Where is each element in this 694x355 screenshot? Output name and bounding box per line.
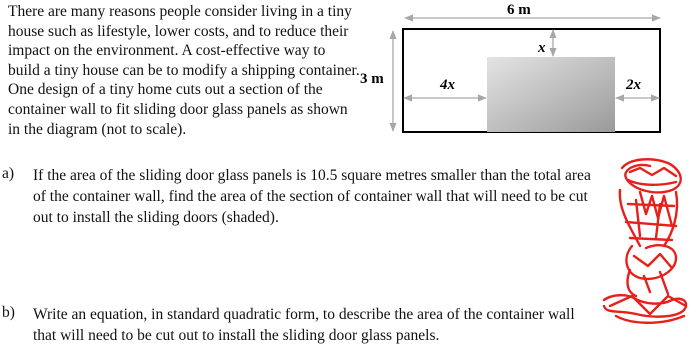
right-label: 2x <box>626 77 641 93</box>
height-label: 3 m <box>360 71 384 87</box>
intro-paragraph: There are many reasons people consider living in a tiny house such as lifestyle, lower costs, and to reduce their impact on the environment. A cost-effective way to build a tiny house can be to modify a shipping container. One design of a tiny home cuts out a section of the container wall to fit sliding door glass panels as shown in the diagram (not to scale). <box>8 3 360 138</box>
top-label: x <box>538 40 546 56</box>
question-a-label: a) <box>2 165 15 182</box>
width-label: 6 m <box>507 2 531 18</box>
door-cutout-shaded <box>487 57 615 132</box>
question-b-text: Write an equation, in standard quadratic form, to describe the area of the container wall that will need to be cut out to install the sliding door glass panels. <box>33 306 575 344</box>
red-scribble-annotation <box>604 159 686 322</box>
left-label: 4x <box>440 77 455 93</box>
question-a-text: If the area of the sliding door glass panels is 10.5 square metres smaller than the total area of the container wall, find the area of the section of container wall that will need to be cut out to install the sliding doors (shaded). <box>33 167 591 226</box>
question-b-label: b) <box>2 304 15 321</box>
